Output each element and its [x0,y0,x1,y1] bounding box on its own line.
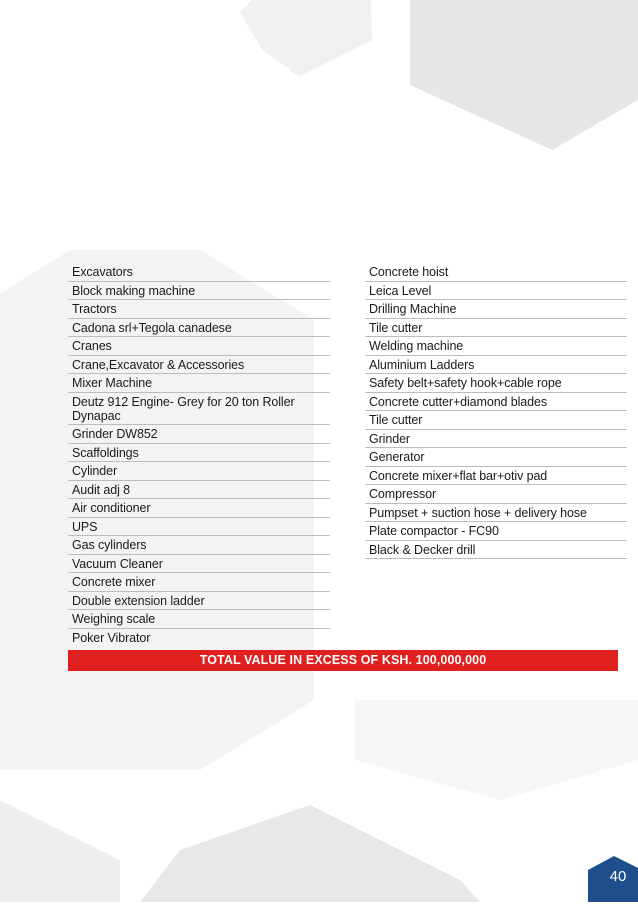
list-item: Aluminium Ladders [365,356,627,375]
list-item: Cadona srl+Tegola canadese [68,319,330,338]
list-item: Grinder [365,430,627,449]
list-item: Cylinder [68,462,330,481]
list-item: Compressor [365,485,627,504]
hexagon-shape [240,0,372,76]
hexagon-shape [410,0,638,150]
page-number-badge [588,856,638,902]
list-item: Tile cutter [365,411,627,430]
list-item: Leica Level [365,282,627,301]
list-item: UPS [68,518,330,537]
hexagon-shape [0,800,120,902]
list-item: Pumpset + suction hose + delivery hose [365,504,627,523]
list-item: Weighing scale [68,610,330,629]
list-item: Air conditioner [68,499,330,518]
list-item: Concrete hoist [365,263,627,282]
list-item: Crane,Excavator & Accessories [68,356,330,375]
list-item: Poker Vibrator [72,630,151,645]
hexagon-shape [140,805,480,902]
list-item: Deutz 912 Engine- Grey for 20 ton Roller Dynapac [68,393,330,426]
list-item: Safety belt+safety hook+cable rope [365,374,627,393]
list-item: Gas cylinders [68,536,330,555]
list-item: Generator [365,448,627,467]
list-item: Tractors [68,300,330,319]
list-item: Scaffoldings [68,444,330,463]
list-item: Cranes [68,337,330,356]
list-item: Black & Decker drill [365,541,627,560]
equipment-list-left [68,263,330,646]
list-item: Audit adj 8 [68,481,330,500]
list-item: Plate compactor - FC90 [365,522,627,541]
list-item: Block making machine [68,282,330,301]
list-item: Vacuum Cleaner [68,555,330,574]
list-item: Welding machine [365,337,627,356]
total-value-banner: TOTAL VALUE IN EXCESS OF KSH. 100,000,000 [68,650,618,671]
list-item: Mixer Machine [68,374,330,393]
list-item: Concrete mixer+flat bar+otiv pad [365,467,627,486]
page-number: 40 [609,868,627,885]
list-item: Concrete cutter+diamond blades [365,393,627,412]
list-item: Excavators [68,263,330,282]
list-item: Double extension ladder [68,592,330,611]
equipment-list-right [365,263,627,559]
list-item: Grinder DW852 [68,425,330,444]
hexagon-shape [355,700,638,800]
list-item: Concrete mixer [68,573,330,592]
list-item: Drilling Machine [365,300,627,319]
list-item: Tile cutter [365,319,627,338]
